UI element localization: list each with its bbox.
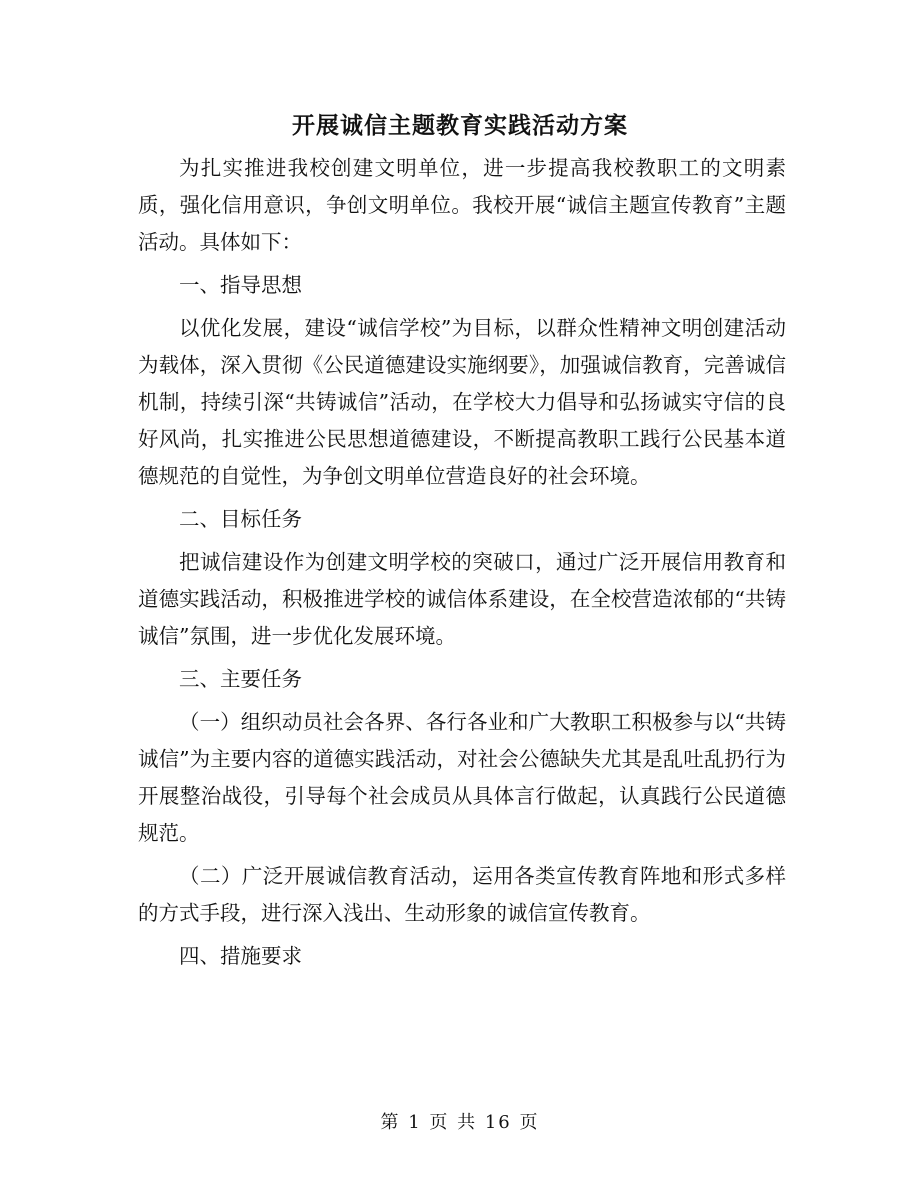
section-heading-objectives: 二、目标任务	[179, 507, 302, 531]
section-heading-guiding-thought: 一、指导思想	[179, 273, 302, 297]
intro-paragraph: 为扎实推进我校创建文明单位，进一步提高我校教职工的文明素质，强化信用意识，争创文明单位。我校开展“诚信主题宣传教育”主题活动。具体如下：	[138, 156, 786, 254]
page-number-footer: 第 1 页 共 16 页	[380, 1112, 540, 1133]
document-body	[138, 150, 786, 981]
objectives-paragraph: 把诚信建设作为创建文明学校的突破口，通过广泛开展信用教育和道德实践活动，积极推进学校的诚信体系建设，在全校营造浓郁的“共铸诚信”氛围，进一步优化发展环境。	[138, 550, 786, 648]
page-title: 开展诚信主题教育实践活动方案	[292, 112, 628, 139]
section-heading-measures: 四、措施要求	[179, 944, 302, 968]
main-task-item-1: （一）组织动员社会各界、各行各业和广大教职工积极参与以“共铸诚信”为主要内容的道德实践活动，对社会公德缺失尤其是乱吐乱扔行为开展整治战役，引导每个社会成员从具体言行做起，认真践行公民道德规范。	[138, 710, 786, 845]
main-task-item-2: （二）广泛开展诚信教育活动，运用各类宣传教育阵地和形式多样的方式手段，进行深入浅出、生动形象的诚信宣传教育。	[138, 864, 786, 925]
section-heading-main-tasks: 三、主要任务	[179, 667, 302, 691]
guiding-thought-paragraph: 以优化发展，建设“诚信学校”为目标，以群众性精神文明创建活动为载体，深入贯彻《公民道德建设实施纲要》，加强诚信教育，完善诚信机制，持续引深“共铸诚信”活动，在学校大力倡导和弘扬诚实守信的良好风尚，扎实推进公民思想道德建设，不断提高教职工践行公民基本道德规范的自觉性，为争创文明单位营造良好的社会环境。	[138, 316, 786, 488]
